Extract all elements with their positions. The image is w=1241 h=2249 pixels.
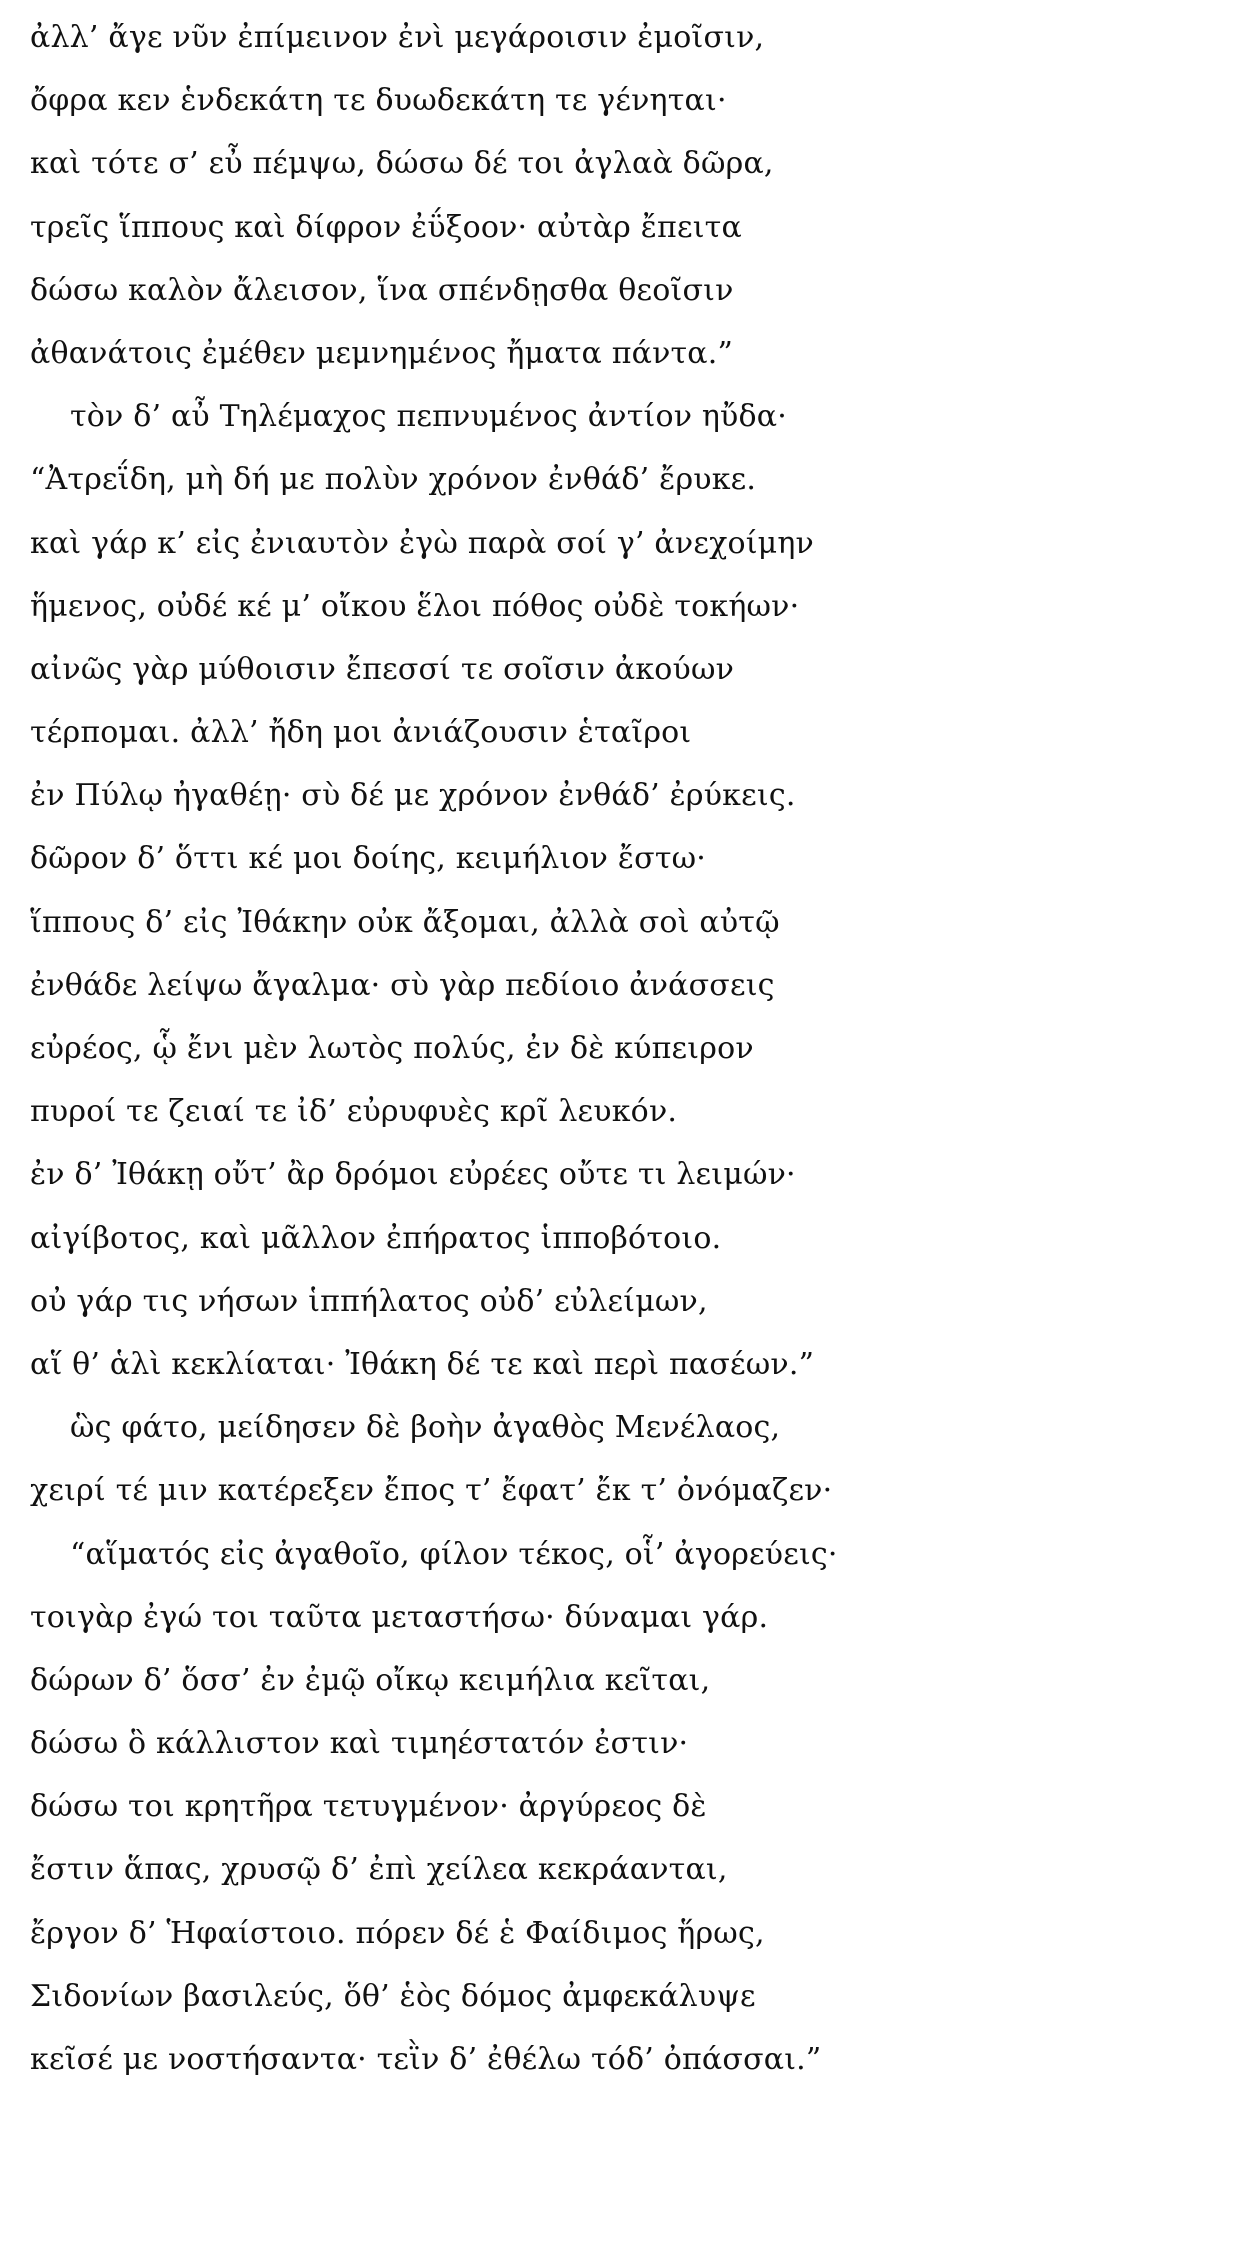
verse-line: ἐν Πύλῳ ἠγαθέῃ· σὺ δέ με χρόνον ἐνθάδ’ ἐρύκεις. xyxy=(30,778,796,814)
verse-line: ἥμενος, οὐδέ κέ μ’ οἴκου ἕλοι πόθος οὐδὲ τοκήων· xyxy=(30,588,800,624)
verse-line: ἔστιν ἅπας, χρυσῷ δ’ ἐπὶ χείλεα κεκράανται, xyxy=(30,1852,728,1888)
verse-line: ἐνθάδε λείψω ἄγαλμα· σὺ γὰρ πεδίοιο ἀνάσσεις xyxy=(30,967,775,1003)
verse-line: καὶ γάρ κ’ εἰς ἐνιαυτὸν ἐγὼ παρὰ σοί γ’ ἀνεχοίμην xyxy=(30,525,814,561)
verse-line: οὐ γάρ τις νήσων ἱππήλατος οὐδ’ εὐλείμων, xyxy=(30,1283,708,1319)
verse-line: εὐρέος, ᾧ ἔνι μὲν λωτὸς πολύς, ἐν δὲ κύπειρον xyxy=(30,1031,754,1066)
verse-line: χειρί τέ μιν κατέρεξεν ἔπος τ’ ἔφατ’ ἔκ τ’ ὀνόμαζεν· xyxy=(30,1473,833,1509)
verse-line: τέρπομαι. ἀλλ’ ἤδη μοι ἀνιάζουσιν ἑταῖροι xyxy=(30,715,692,751)
verse-line: “Ἀτρεΐδη, μὴ δή με πολὺν χρόνον ἐνθάδ’ ἔρυκε. xyxy=(30,462,757,498)
verse-line: τὸν δ’ αὖ Τηλέμαχος πεπνυμένος ἀντίον ηὔδα· xyxy=(70,399,787,435)
verse-line: ἵππους δ’ εἰς Ἰθάκην οὐκ ἄξομαι, ἀλλὰ σοὶ αὐτῷ xyxy=(30,904,780,940)
verse-line: καὶ τότε σ’ εὖ πέμψω, δώσω δέ τοι ἀγλαὰ δῶρα, xyxy=(30,146,774,182)
verse-line: πυροί τε ζειαί τε ἰδ’ εὐρυφυὲς κρῖ λευκόν. xyxy=(30,1094,678,1130)
verse-line: ὣς φάτο, μείδησεν δὲ βοὴν ἀγαθὸς Μενέλαος, xyxy=(70,1410,781,1446)
verse-line: ἀθανάτοις ἐμέθεν μεμνημένος ἤματα πάντα.” xyxy=(30,335,734,371)
verse-line: Σιδονίων βασιλεύς, ὅθ’ ἑὸς δόμος ἀμφεκάλυψε xyxy=(30,1978,756,2014)
verse-line: “αἵματός εἰς ἀγαθοῖο, φίλον τέκος, οἷ’ ἀγορεύεις· xyxy=(70,1536,838,1572)
verse-line: ἐν δ’ Ἰθάκῃ οὔτ’ ἂρ δρόμοι εὐρέες οὔτε τι λειμών· xyxy=(30,1157,796,1193)
verse-line: ἔργον δ’ Ἡφαίστοιο. πόρεν δέ ἑ Φαίδιμος ἥρως, xyxy=(30,1915,765,1951)
verse-line: τρεῖς ἵππους καὶ δίφρον ἐΰξοον· αὐτὰρ ἔπειτα xyxy=(30,209,742,245)
verse-line: δώρων δ’ ὅσσ’ ἐν ἐμῷ οἴκῳ κειμήλια κεῖται, xyxy=(30,1662,711,1698)
verse-line: τοιγὰρ ἐγώ τοι ταῦτα μεταστήσω· δύναμαι γάρ. xyxy=(30,1599,769,1635)
verse-line: δώσω τοι κρητῆρα τετυγμένον· ἀργύρεος δὲ xyxy=(30,1789,707,1825)
verse-line: αἰνῶς γὰρ μύθοισιν ἔπεσσί τε σοῖσιν ἀκούων xyxy=(30,651,735,687)
verse-line: κεῖσέ με νοστήσαντα· τεῒν δ’ ἐθέλω τόδ’ ὀπάσσαι.” xyxy=(30,2042,822,2077)
verse-line: δώσω καλὸν ἄλεισον, ἵνα σπένδῃσθα θεοῖσιν xyxy=(30,272,734,308)
verse-line: δῶρον δ’ ὅττι κέ μοι δοίης, κειμήλιον ἔστω· xyxy=(30,841,707,877)
verse-line: ἀλλ’ ἄγε νῦν ἐπίμεινον ἐνὶ μεγάροισιν ἐμοῖσιν, xyxy=(30,20,765,55)
verse-line: αἰγίβοτος, καὶ μᾶλλον ἐπήρατος ἱπποβότοιο. xyxy=(30,1220,722,1256)
verse-line: αἵ θ’ ἁλὶ κεκλίαται· Ἰθάκη δέ τε καὶ περὶ πασέων.” xyxy=(30,1346,815,1382)
verse-line: δώσω ὃ κάλλιστον καὶ τιμηέστατόν ἐστιν· xyxy=(30,1726,689,1762)
verse-line: ὄφρα κεν ἑνδεκάτη τε δυωδεκάτη τε γένηται· xyxy=(30,83,727,119)
